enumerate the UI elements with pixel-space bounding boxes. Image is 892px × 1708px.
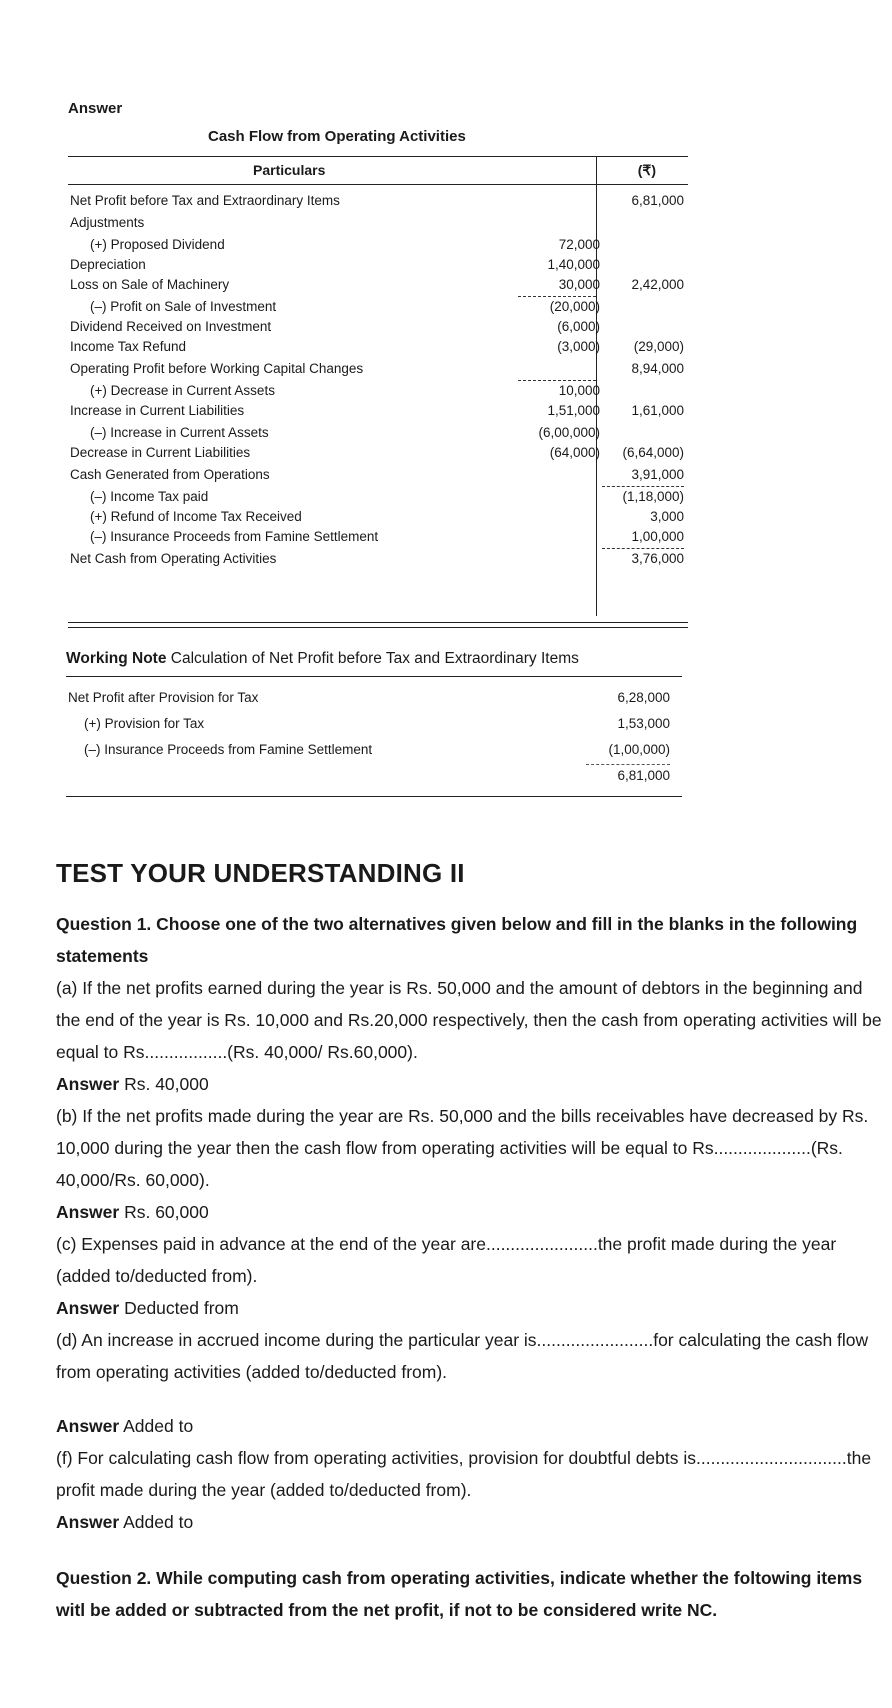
currency-header: (₹)	[637, 162, 656, 178]
answer-text: Rs. 40,000	[119, 1074, 209, 1094]
row-subvalue	[530, 358, 600, 380]
wn-top-rule	[66, 676, 682, 677]
row-value: 3,000	[650, 509, 684, 524]
working-note-title	[66, 650, 579, 668]
question-1c: (c) Expenses paid in advance at the end of the year are.......................the profit made during the year (added to/deducted from).	[56, 1234, 837, 1286]
row-subvalue	[530, 506, 600, 528]
row-value	[604, 422, 684, 444]
wn-total-value: 6,81,000	[617, 768, 670, 783]
row-label: Cash Generated from Operations	[70, 467, 270, 482]
row-subvalue: 30,000	[558, 277, 600, 292]
table-bottom-rule	[68, 622, 688, 623]
row-subvalue: (6,00,000)	[538, 425, 600, 440]
row-label: Net Cash from Operating Activities	[70, 551, 277, 566]
row-subvalue	[530, 212, 600, 234]
answer-1c	[56, 1292, 886, 1324]
row-value: 2,42,000	[631, 277, 684, 292]
question-2-heading-text: Question 2. While computing cash from operating activities, indicate whether the foltowing items witl be added or subtracted from the net profit, if not to be considered write NC.	[56, 1568, 863, 1620]
row-subvalue: 1,51,000	[547, 403, 600, 418]
row-value	[604, 316, 684, 338]
answer-label: Answer	[56, 1074, 120, 1094]
wn-row-value: 1,53,000	[617, 716, 670, 731]
row-subvalue	[530, 486, 600, 508]
spacer	[56, 1388, 886, 1410]
row-label: (+) Decrease in Current Assets	[90, 383, 275, 398]
answer-1b	[56, 1196, 886, 1228]
question-1	[56, 908, 886, 1626]
row-value: 6,81,000	[631, 193, 684, 208]
row-subvalue: (64,000)	[549, 445, 600, 460]
row-value	[604, 380, 684, 402]
section-title: TEST YOUR UNDERSTANDING II	[56, 858, 465, 888]
working-note-label: Working Note	[66, 650, 167, 667]
row-subvalue	[530, 190, 600, 212]
row-value: 1,61,000	[631, 403, 684, 418]
row-label: Decrease in Current Liabilities	[70, 445, 251, 460]
row-subvalue: (6,000)	[557, 319, 600, 334]
subtotal-rule	[518, 380, 596, 381]
wn-row-label: (–) Insurance Proceeds from Famine Settlement	[84, 742, 373, 757]
row-subvalue: 72,000	[558, 237, 600, 252]
table-bottom-double-rule	[68, 627, 688, 628]
row-label: Net Profit before Tax and Extraordinary Items	[70, 193, 340, 208]
row-label: Adjustments	[70, 215, 145, 230]
question-1-heading-text: Question 1. Choose one of the two alternatives given below and fill in the blanks in the following statements	[56, 914, 858, 966]
question-1b: (b) If the net profits made during the year are Rs. 50,000 and the bills receivables have decreased by Rs. 10,000 during the year then the cash flow from operating activities will be equal to Rs....................(Rs. 40,000/Rs. 60,000).	[56, 1106, 869, 1190]
row-subvalue: 10,000	[558, 383, 600, 398]
row-label: (–) Profit on Sale of Investment	[90, 299, 277, 314]
row-subvalue	[530, 526, 600, 548]
answer-label: Answer	[56, 1416, 120, 1436]
answer-heading: Answer	[68, 100, 123, 117]
wn-row-value: (1,00,000)	[608, 742, 670, 757]
answer-label: Answer	[56, 1202, 120, 1222]
row-label: Loss on Sale of Machinery	[70, 277, 230, 292]
row-label: Depreciation	[70, 257, 146, 272]
cash-flow-title: Cash Flow from Operating Activities	[208, 128, 466, 145]
row-label: Dividend Received on Investment	[70, 319, 272, 334]
answer-text: Deducted from	[119, 1298, 239, 1318]
row-value: 3,91,000	[631, 467, 684, 482]
working-note-caption: Calculation of Net Profit before Tax and Extraordinary Items	[166, 650, 579, 667]
row-label: Income Tax Refund	[70, 339, 187, 354]
answer-1d	[56, 1410, 886, 1442]
wn-row-value: 6,28,000	[617, 690, 670, 705]
row-value: 8,94,000	[631, 361, 684, 376]
row-label: Operating Profit before Working Capital Changes	[70, 361, 364, 376]
row-label: (+) Refund of Income Tax Received	[90, 509, 302, 524]
row-label: (–) Insurance Proceeds from Famine Settlement	[90, 529, 379, 544]
wn-row-label: (+) Provision for Tax	[84, 716, 205, 731]
row-label: (–) Income Tax paid	[90, 489, 209, 504]
row-subvalue: (3,000)	[557, 339, 600, 354]
row-label: (–) Increase in Current Assets	[90, 425, 269, 440]
question-1-heading	[56, 908, 886, 972]
subtotal-rule	[602, 548, 684, 549]
cash-flow-table	[68, 156, 688, 632]
row-subvalue	[530, 548, 600, 570]
answer-text: Added to	[119, 1416, 194, 1436]
subtotal-rule	[518, 296, 596, 297]
header-rule	[68, 184, 688, 185]
wn-row-label: Net Profit after Provision for Tax	[68, 690, 259, 705]
row-label: Increase in Current Liabilities	[70, 403, 245, 418]
row-subvalue: 1,40,000	[547, 257, 600, 272]
answer-text: Rs. 60,000	[119, 1202, 209, 1222]
answer-label: Answer	[56, 1512, 120, 1532]
row-label: (+) Proposed Dividend	[90, 237, 225, 252]
answer-text: Added to	[119, 1512, 194, 1532]
subtotal-rule	[602, 486, 684, 487]
answer-1a	[56, 1068, 886, 1100]
table-top-rule	[68, 156, 688, 157]
wn-bottom-rule	[66, 796, 682, 797]
row-subvalue: (20,000)	[549, 299, 600, 314]
row-value	[604, 254, 684, 276]
row-value	[604, 234, 684, 256]
row-subvalue	[530, 464, 600, 486]
spacer	[56, 1538, 886, 1562]
row-value: 1,00,000	[631, 529, 684, 544]
working-note-table	[66, 676, 682, 806]
question-2-heading	[56, 1562, 886, 1626]
answer-1f	[56, 1506, 886, 1538]
particulars-header: Particulars	[253, 162, 326, 178]
question-1d: (d) An increase in accrued income during the particular year is........................for calculating the cash flow from operating activities (added to/deducted from).	[56, 1330, 869, 1382]
row-value: (1,18,000)	[622, 489, 684, 504]
row-value: (6,64,000)	[622, 445, 684, 460]
answer-label: Answer	[56, 1298, 120, 1318]
row-value	[604, 296, 684, 318]
question-1f: (f) For calculating cash flow from operating activities, provision for doubtful debts is...............................the profit made during the year (added to/deducted from).	[56, 1448, 872, 1500]
question-1a: (a) If the net profits earned during the year is Rs. 50,000 and the amount of debtors in the beginning and the end of the year is Rs. 10,000 and Rs.20,000 respectively, then the cash from operating activities will be equal to Rs.................(Rs. 40,000/ Rs.60,000).	[56, 978, 882, 1062]
row-value: (29,000)	[633, 339, 684, 354]
row-value	[604, 212, 684, 234]
row-value: 3,76,000	[631, 551, 684, 566]
